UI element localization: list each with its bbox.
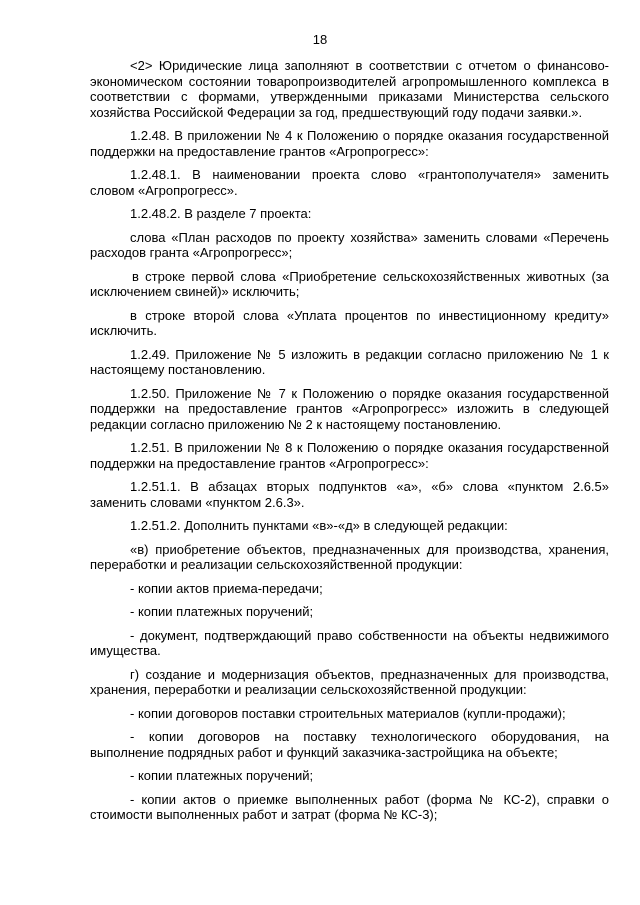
- paragraph-1-2-49: 1.2.49. Приложение № 5 изложить в редакции согласно приложению № 1 к настоящему постановлению.: [90, 346, 609, 377]
- list-item: - копии платежных поручений;: [130, 768, 314, 783]
- list-item: - копии договоров на поставку технологического оборудования, на выполнение подрядных работ и функций заказчика-застройщика на объекте;: [90, 729, 609, 760]
- paragraph-replace-words: слова «План расходов по проекту хозяйства» заменить словами «Перечень расходов гранта «Агропрогресс»;: [90, 229, 609, 260]
- paragraph-1-2-51: 1.2.51. В приложении № 8 к Положению о порядке оказания государственной поддержки на предоставление грантов «Агропрогресс»:: [90, 440, 609, 471]
- paragraph-row-two: в строке второй слова «Уплата процентов по инвестиционному кредиту» исключить.: [90, 307, 609, 338]
- list-item: - копии договоров поставки строительных материалов (купли-продажи);: [130, 705, 566, 721]
- paragraph-row-one: в строке первой слова «Приобретение сельскохозяйственных животных (за исключением свиней)» исключить;: [90, 268, 609, 299]
- list-item: - копии актов о приемке выполненных работ (форма № КС-2), справки о стоимости выполненных работ и затрат (форма № КС-3);: [90, 791, 609, 822]
- list-item: - копии актов приема-передачи;: [130, 580, 323, 596]
- paragraph-item-v: «в) приобретение объектов, предназначенных для производства, хранения, переработки и реализации сельскохозяйственной продукции:: [90, 541, 609, 572]
- paragraph-1-2-48-1: 1.2.48.1. В наименовании проекта слово «грантополучателя» заменить словом «Агропрогресс».: [90, 167, 609, 198]
- paragraph-1-2-50: 1.2.50. Приложение № 7 к Положению о порядке оказания государственной поддержки на предоставление грантов «Агропрогресс» изложить в следующей редакции согласно приложению № 2 к настоящему постановлению.: [90, 385, 609, 432]
- document-body: [90, 58, 609, 827]
- list-item: - документ, подтверждающий право собственности на объекты недвижимого имущества.: [90, 627, 609, 658]
- paragraph-1-2-51-2: 1.2.51.2. Дополнить пунктами «в»-«д» в следующей редакции:: [130, 518, 508, 533]
- paragraph-footnote-2: <2> Юридические лица заполняют в соответствии с отчетом о финансово-экономическом состоянии товаропроизводителей агропромышленного комплекса в соответствии с формами, утвержденными приказами Министерства сельского хозяйства Российской Федерации за год, предшествующий году подачи заявки.».: [90, 58, 609, 120]
- page-number: 18: [312, 32, 328, 47]
- paragraph-item-g: г) создание и модернизация объектов, предназначенных для производства, хранения, переработки и реализации сельскохозяйственной продукции:: [90, 666, 609, 697]
- paragraph-1-2-48: 1.2.48. В приложении № 4 к Положению о порядке оказания государственной поддержки на предоставление грантов «Агропрогресс»:: [90, 128, 609, 159]
- list-item: - копии платежных поручений;: [130, 604, 314, 619]
- paragraph-1-2-51-1: 1.2.51.1. В абзацах вторых подпунктов «а», «б» слова «пунктом 2.6.5» заменить словами «пунктом 2.6.3».: [90, 479, 609, 510]
- paragraph-1-2-48-2: 1.2.48.2. В разделе 7 проекта:: [130, 206, 312, 221]
